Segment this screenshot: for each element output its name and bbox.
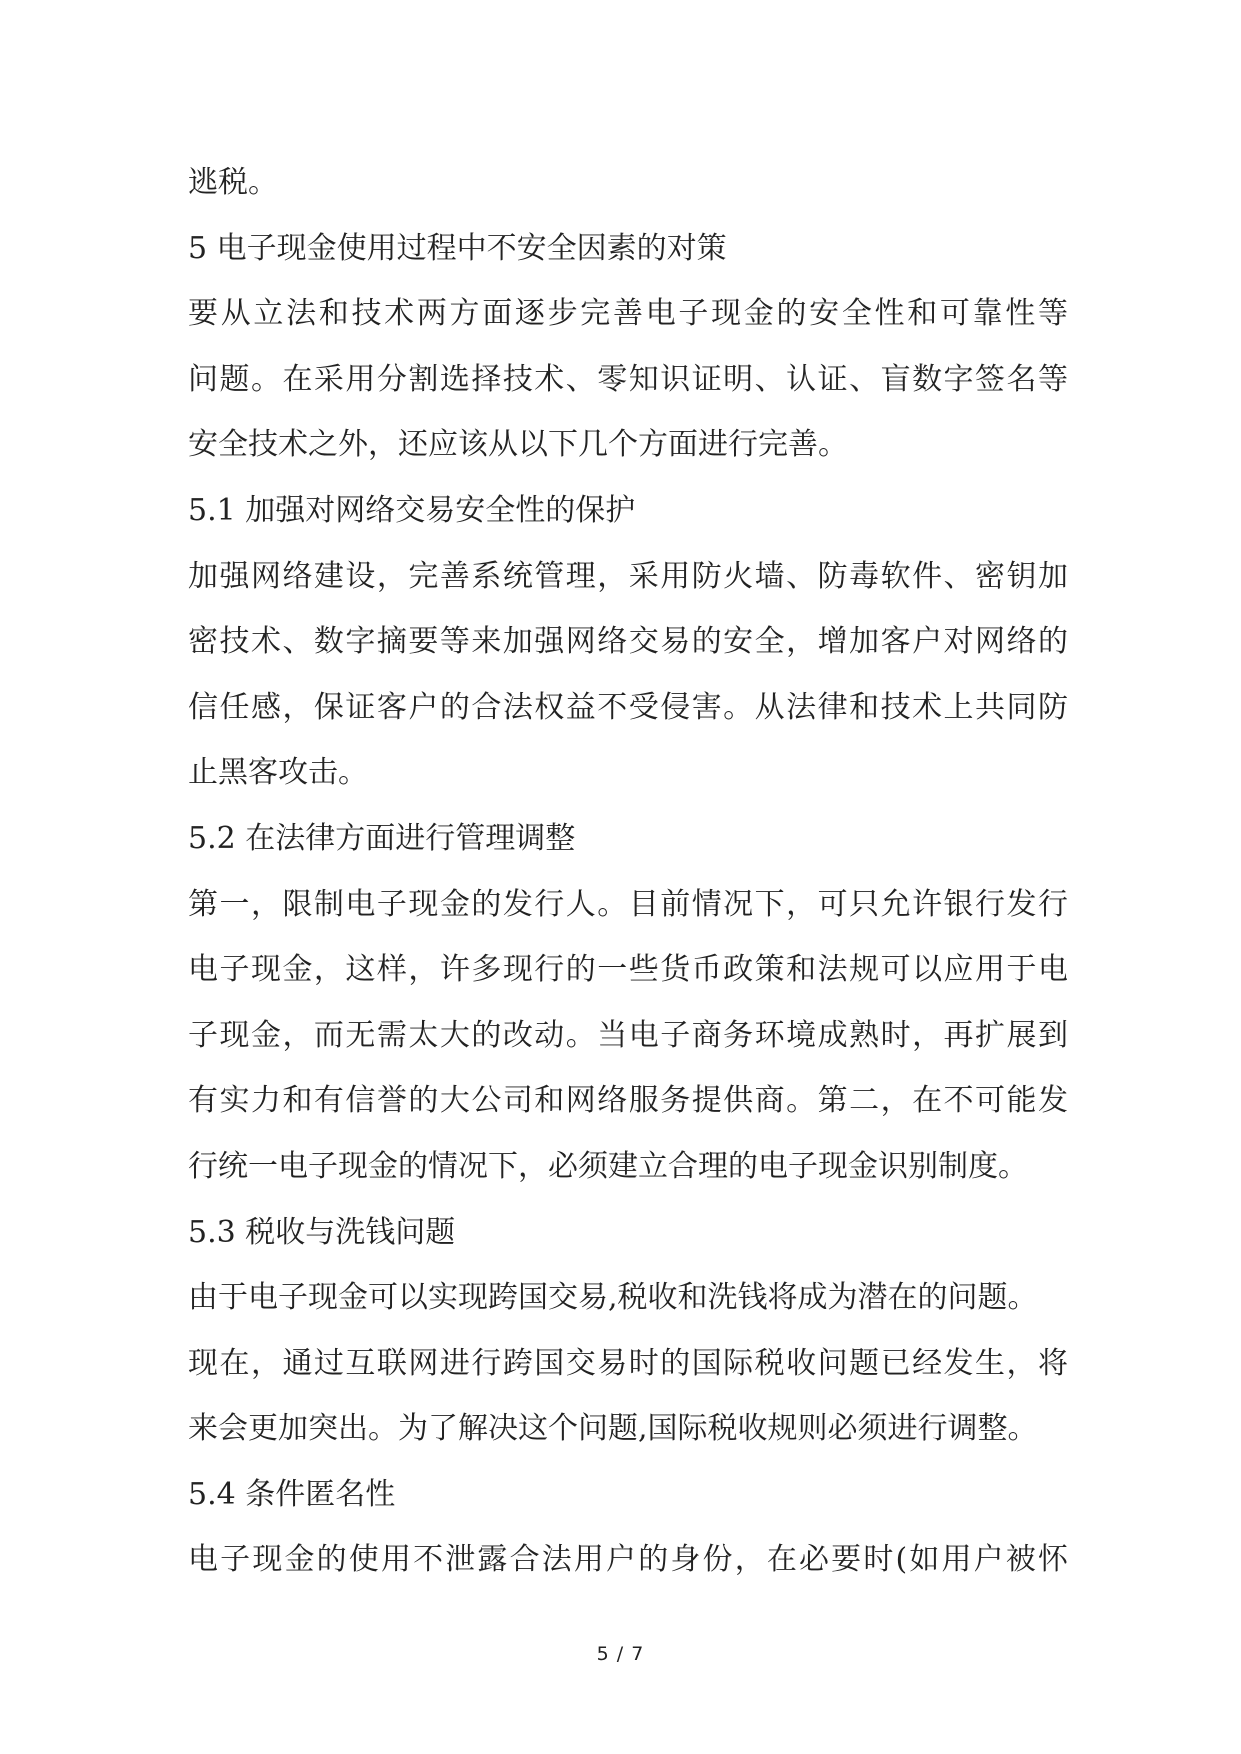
paragraph-line: 子现金，而无需太大的改动。当电子商务环境成熟时，再扩展到 bbox=[188, 1017, 1068, 1053]
page-number: 5 / 7 bbox=[596, 1643, 645, 1665]
paragraph-line: 信任感，保证客户的合法权益不受侵害。从法律和技术上共同防 bbox=[188, 689, 1068, 725]
paragraph-line: 安全技术之外，还应该从以下几个方面进行完善。 bbox=[188, 427, 848, 463]
section-heading: 5 电子现金使用过程中不安全因素的对策 bbox=[188, 230, 727, 266]
paragraph-line: 有实力和有信誉的大公司和网络服务提供商。第二，在不可能发 bbox=[188, 1083, 1068, 1119]
paragraph-line: 止黑客攻击。 bbox=[188, 755, 368, 791]
paragraph-line: 来会更加突出。为了解决这个问题,国际税收规则必须进行调整。 bbox=[188, 1411, 1038, 1447]
subsection-heading: 5.1 加强对网络交易安全性的保护 bbox=[188, 492, 636, 528]
paragraph-line: 第一，限制电子现金的发行人。目前情况下，可只允许银行发行 bbox=[188, 886, 1068, 922]
paragraph-line: 由于电子现金可以实现跨国交易,税收和洗钱将成为潜在的问题。 bbox=[188, 1280, 1038, 1316]
paragraph-line: 行统一电子现金的情况下，必须建立合理的电子现金识别制度。 bbox=[188, 1148, 1028, 1184]
subsection-heading: 5.3 税收与洗钱问题 bbox=[188, 1214, 456, 1250]
subsection-heading: 5.2 在法律方面进行管理调整 bbox=[188, 820, 576, 856]
paragraph-line: 问题。在采用分割选择技术、零知识证明、认证、盲数字签名等 bbox=[188, 361, 1068, 397]
paragraph-line: 电子现金，这样，许多现行的一些货币政策和法规可以应用于电 bbox=[188, 952, 1068, 988]
paragraph-line: 现在，通过互联网进行跨国交易时的国际税收问题已经发生，将 bbox=[188, 1345, 1068, 1381]
paragraph-line: 要从立法和技术两方面逐步完善电子现金的安全性和可靠性等 bbox=[188, 296, 1068, 332]
paragraph-line: 电子现金的使用不泄露合法用户的身份，在必要时(如用户被怀 bbox=[188, 1542, 1068, 1578]
paragraph-line: 密技术、数字摘要等来加强网络交易的安全，增加客户对网络的 bbox=[188, 624, 1068, 660]
document-body bbox=[188, 150, 1068, 1593]
paragraph-line: 逃税。 bbox=[188, 165, 278, 200]
paragraph-line: 加强网络建设，完善系统管理，采用防火墙、防毒软件、密钥加 bbox=[188, 558, 1068, 594]
subsection-heading: 5.4 条件匿名性 bbox=[188, 1476, 396, 1512]
